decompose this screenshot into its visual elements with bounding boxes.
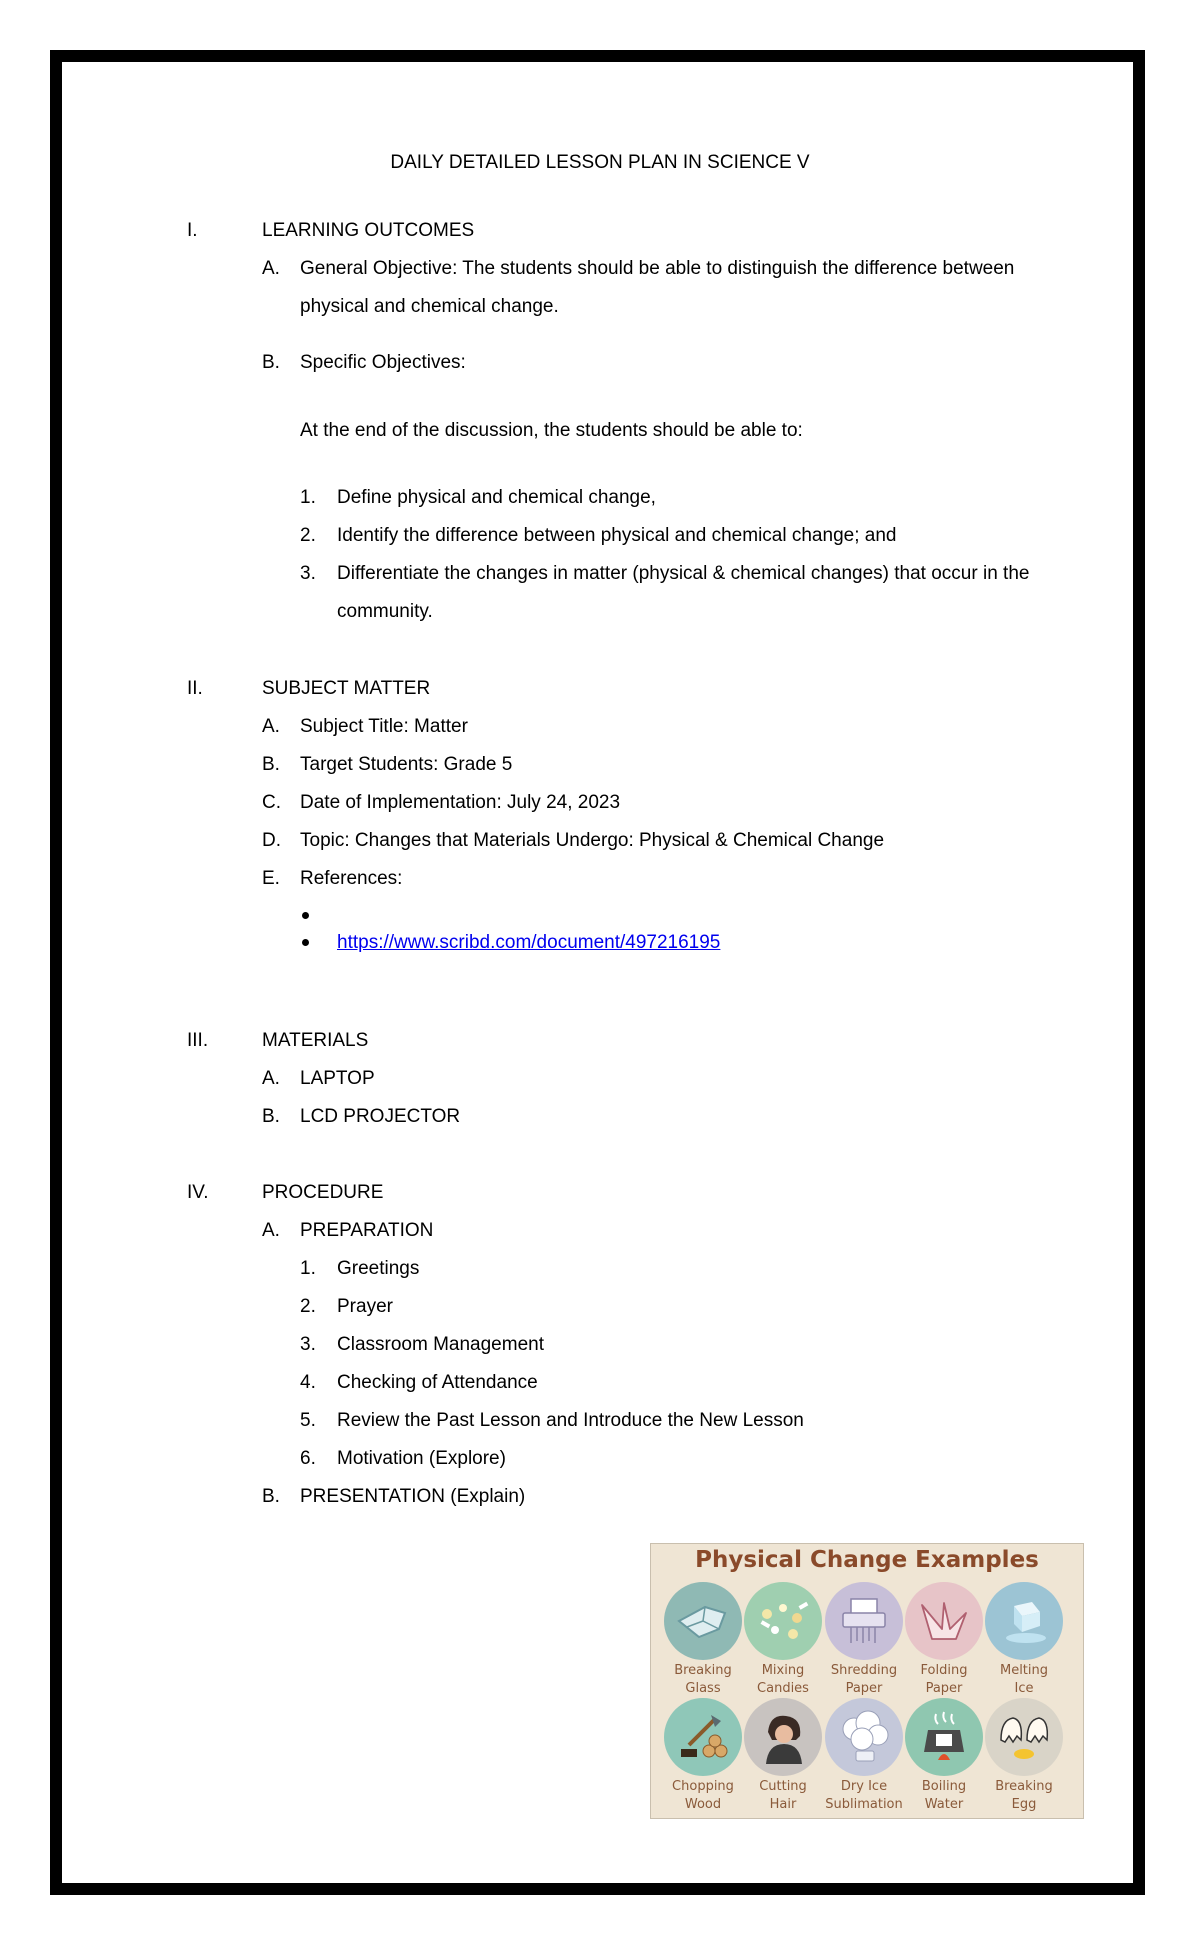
list-letter: D. [262,830,281,851]
list-letter: A. [262,1220,280,1241]
list-number: 3. [300,563,316,584]
example-label: Breaking Egg [995,1779,1053,1812]
preparation-label: PREPARATION [300,1220,434,1241]
candies-icon [744,1582,822,1660]
example-label: Breaking Glass [674,1663,732,1696]
presentation-label: PRESENTATION (Explain) [300,1486,526,1507]
list-number: 1. [300,487,316,508]
paper-crane-icon [905,1582,983,1660]
list-number: 6. [300,1448,316,1469]
objectives-intro: At the end of the discussion, the students should be able to: [300,420,803,441]
subject-title: Subject Title: Matter [300,716,468,737]
kettle-icon [905,1698,983,1776]
general-objective: General Objective: The students should be able to distinguish the difference between [300,258,1015,279]
example-melting-ice [983,1582,1065,1698]
objective-item: Define physical and chemical change, [337,487,656,508]
list-number: 2. [300,525,316,546]
section-heading: SUBJECT MATTER [262,678,431,699]
list-letter: C. [262,792,281,813]
example-breaking-glass [662,1582,744,1698]
broken-egg-icon [985,1698,1063,1776]
example-dry-ice-sublimation [823,1698,905,1814]
section-heading: LEARNING OUTCOMES [262,220,475,241]
list-letter: A. [262,716,280,737]
example-boiling-water [903,1698,985,1814]
section-number: IV. [187,1182,209,1203]
section-heading: PROCEDURE [262,1182,384,1203]
objective-item-cont: community. [337,601,433,622]
list-letter: E. [262,868,280,889]
objective-item: Differentiate the changes in matter (physical & chemical changes) that occur in the [337,563,1030,584]
section-number: II. [187,678,203,699]
page-title: DAILY DETAILED LESSON PLAN IN SCIENCE V [390,152,810,173]
procedure-step: Review the Past Lesson and Introduce the New Lesson [337,1410,804,1431]
vapor-cloud-icon [825,1698,903,1776]
example-label: Mixing Candies [757,1663,809,1696]
procedure-step: Checking of Attendance [337,1372,538,1393]
list-number: 3. [300,1334,316,1355]
procedure-step: Prayer [337,1296,393,1317]
shredder-icon [825,1582,903,1660]
example-shredding-paper [823,1582,905,1698]
example-label: Chopping Wood [672,1779,734,1812]
procedure-step: Classroom Management [337,1334,544,1355]
bullet [302,912,309,919]
example-label: Shredding Paper [830,1663,898,1696]
list-number: 5. [300,1410,316,1431]
specific-objectives-label: Specific Objectives: [300,352,466,373]
axe-icon [664,1698,742,1776]
example-breaking-egg [983,1698,1065,1814]
infographic-title: Physical Change Examples [695,1547,1039,1573]
example-label: Cutting Hair [759,1779,807,1812]
reference-link[interactable]: https://www.scribd.com/document/497216195 [337,932,721,953]
section-heading: MATERIALS [262,1030,369,1051]
general-objective-cont: physical and chemical change. [300,296,559,317]
bullet [302,939,309,946]
person-hair-icon [744,1698,822,1776]
example-folding-paper [903,1582,985,1698]
procedure-step: Motivation (Explore) [337,1448,506,1469]
procedure-step: Greetings [337,1258,420,1279]
list-letter: B. [262,754,280,775]
objective-item: Identify the difference between physical and chemical change; and [337,525,897,546]
example-label: Melting Ice [999,1663,1049,1696]
list-number: 4. [300,1372,316,1393]
target-students: Target Students: Grade 5 [300,754,513,775]
list-letter: B. [262,1486,280,1507]
section-number: I. [187,220,198,241]
list-letter: B. [262,1106,280,1127]
example-mixing-candies [742,1582,824,1698]
physical-change-infographic [650,1543,1084,1819]
ice-cube-icon [985,1582,1063,1660]
list-letter: B. [262,352,280,373]
example-label: Dry Ice Sublimation [825,1779,903,1812]
example-cutting-hair [742,1698,824,1814]
topic: Topic: Changes that Materials Undergo: Physical & Chemical Change [300,830,885,851]
material-item: LAPTOP [300,1068,375,1089]
broken-glass-icon [664,1582,742,1660]
example-label: Folding Paper [920,1663,968,1696]
example-label: Boiling Water [921,1779,967,1812]
material-item: LCD PROJECTOR [300,1106,461,1127]
date-of-implementation: Date of Implementation: July 24, 2023 [300,792,621,813]
list-number: 2. [300,1296,316,1317]
list-letter: A. [262,258,280,279]
list-letter: A. [262,1068,280,1089]
section-number: III. [187,1030,209,1051]
references-label: References: [300,868,403,889]
example-chopping-wood [662,1698,744,1814]
list-number: 1. [300,1258,316,1279]
